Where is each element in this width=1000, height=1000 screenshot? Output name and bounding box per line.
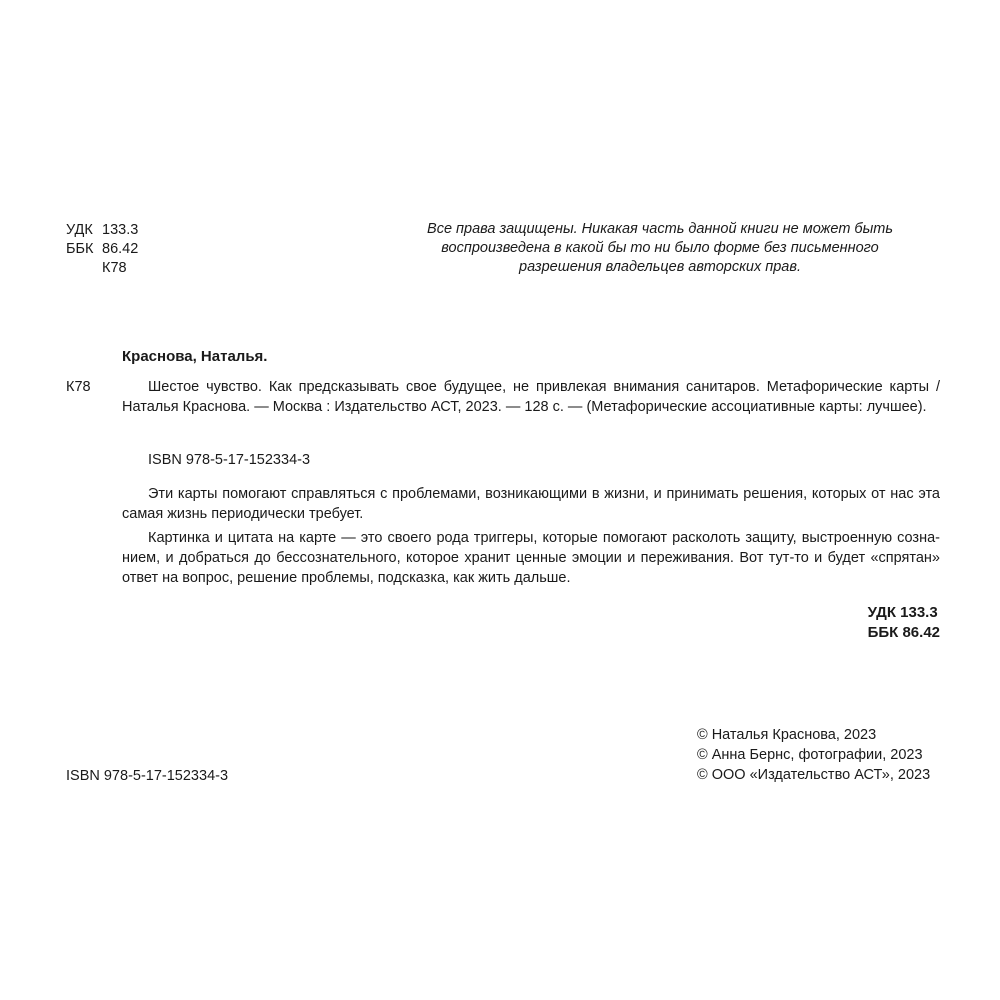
- bbk-value: 86.42: [102, 241, 139, 257]
- bbk-row: [66, 239, 138, 258]
- rights-notice: [380, 220, 940, 277]
- author-mark-row: [66, 258, 138, 277]
- copyright-line: © ООО «Издательство АСТ», 2023: [697, 767, 931, 783]
- udk-label: УДК: [66, 222, 93, 238]
- bibliographic-text: Шестое чувство. Как предсказывать свое будущее, не привлекая внимания санитаров. Метафорические карты / Наталья Краснова. — Москва : Издательство АСТ, 2023. — 128 с. — (Метафорические ассоциативные карты: лучшее).: [122, 379, 940, 415]
- bold-classification: [868, 603, 940, 643]
- annotation: [122, 484, 940, 588]
- author-mark: К78: [102, 260, 127, 276]
- bold-bbk: ББК 86.42: [867, 624, 940, 641]
- isbn-inline: ISBN 978-5-17-152334-3: [148, 452, 311, 468]
- author-heading: Краснова, Наталья.: [122, 348, 268, 365]
- copyright-line: © Наталья Краснова, 2023: [697, 727, 877, 743]
- bbk-label: ББК: [66, 241, 94, 257]
- udk-value: 133.3: [102, 222, 139, 238]
- isbn-bottom: ISBN 978-5-17-152334-3: [66, 768, 229, 784]
- rights-line: разрешения владельцев авторских прав.: [519, 259, 801, 275]
- rights-line: Все права защищены. Никакая часть данной книги не может быть: [427, 221, 893, 237]
- annotation-paragraph: Картинка и цитата на карте — это своего рода триггеры, которые помогают расколоть защиту, выстроенную сознанием, и добраться до бессознательного, которое хранит ценные эмоции и переживания. Вот тут-то и будет «спрятан» ответ на вопрос, решение проблемы, подсказка, как жить дальше.: [122, 530, 940, 586]
- bibliographic-mark: К78: [66, 379, 91, 395]
- classification-block: [66, 220, 138, 277]
- copyright-line: © Анна Бернс, фотографии, 2023: [697, 747, 923, 763]
- copyrights: [697, 725, 930, 785]
- bibliographic-description: [122, 377, 940, 417]
- udk-row: [66, 220, 138, 239]
- rights-line: воспроизведена в какой бы то ни было форме без письменного: [441, 240, 879, 256]
- annotation-paragraph: Эти карты помогают справляться с проблемами, возникающими в жизни, и принимать решения, которых от нас эта самая жизнь периодически требует.: [122, 486, 940, 522]
- bold-udk: УДК 133.3: [867, 604, 938, 621]
